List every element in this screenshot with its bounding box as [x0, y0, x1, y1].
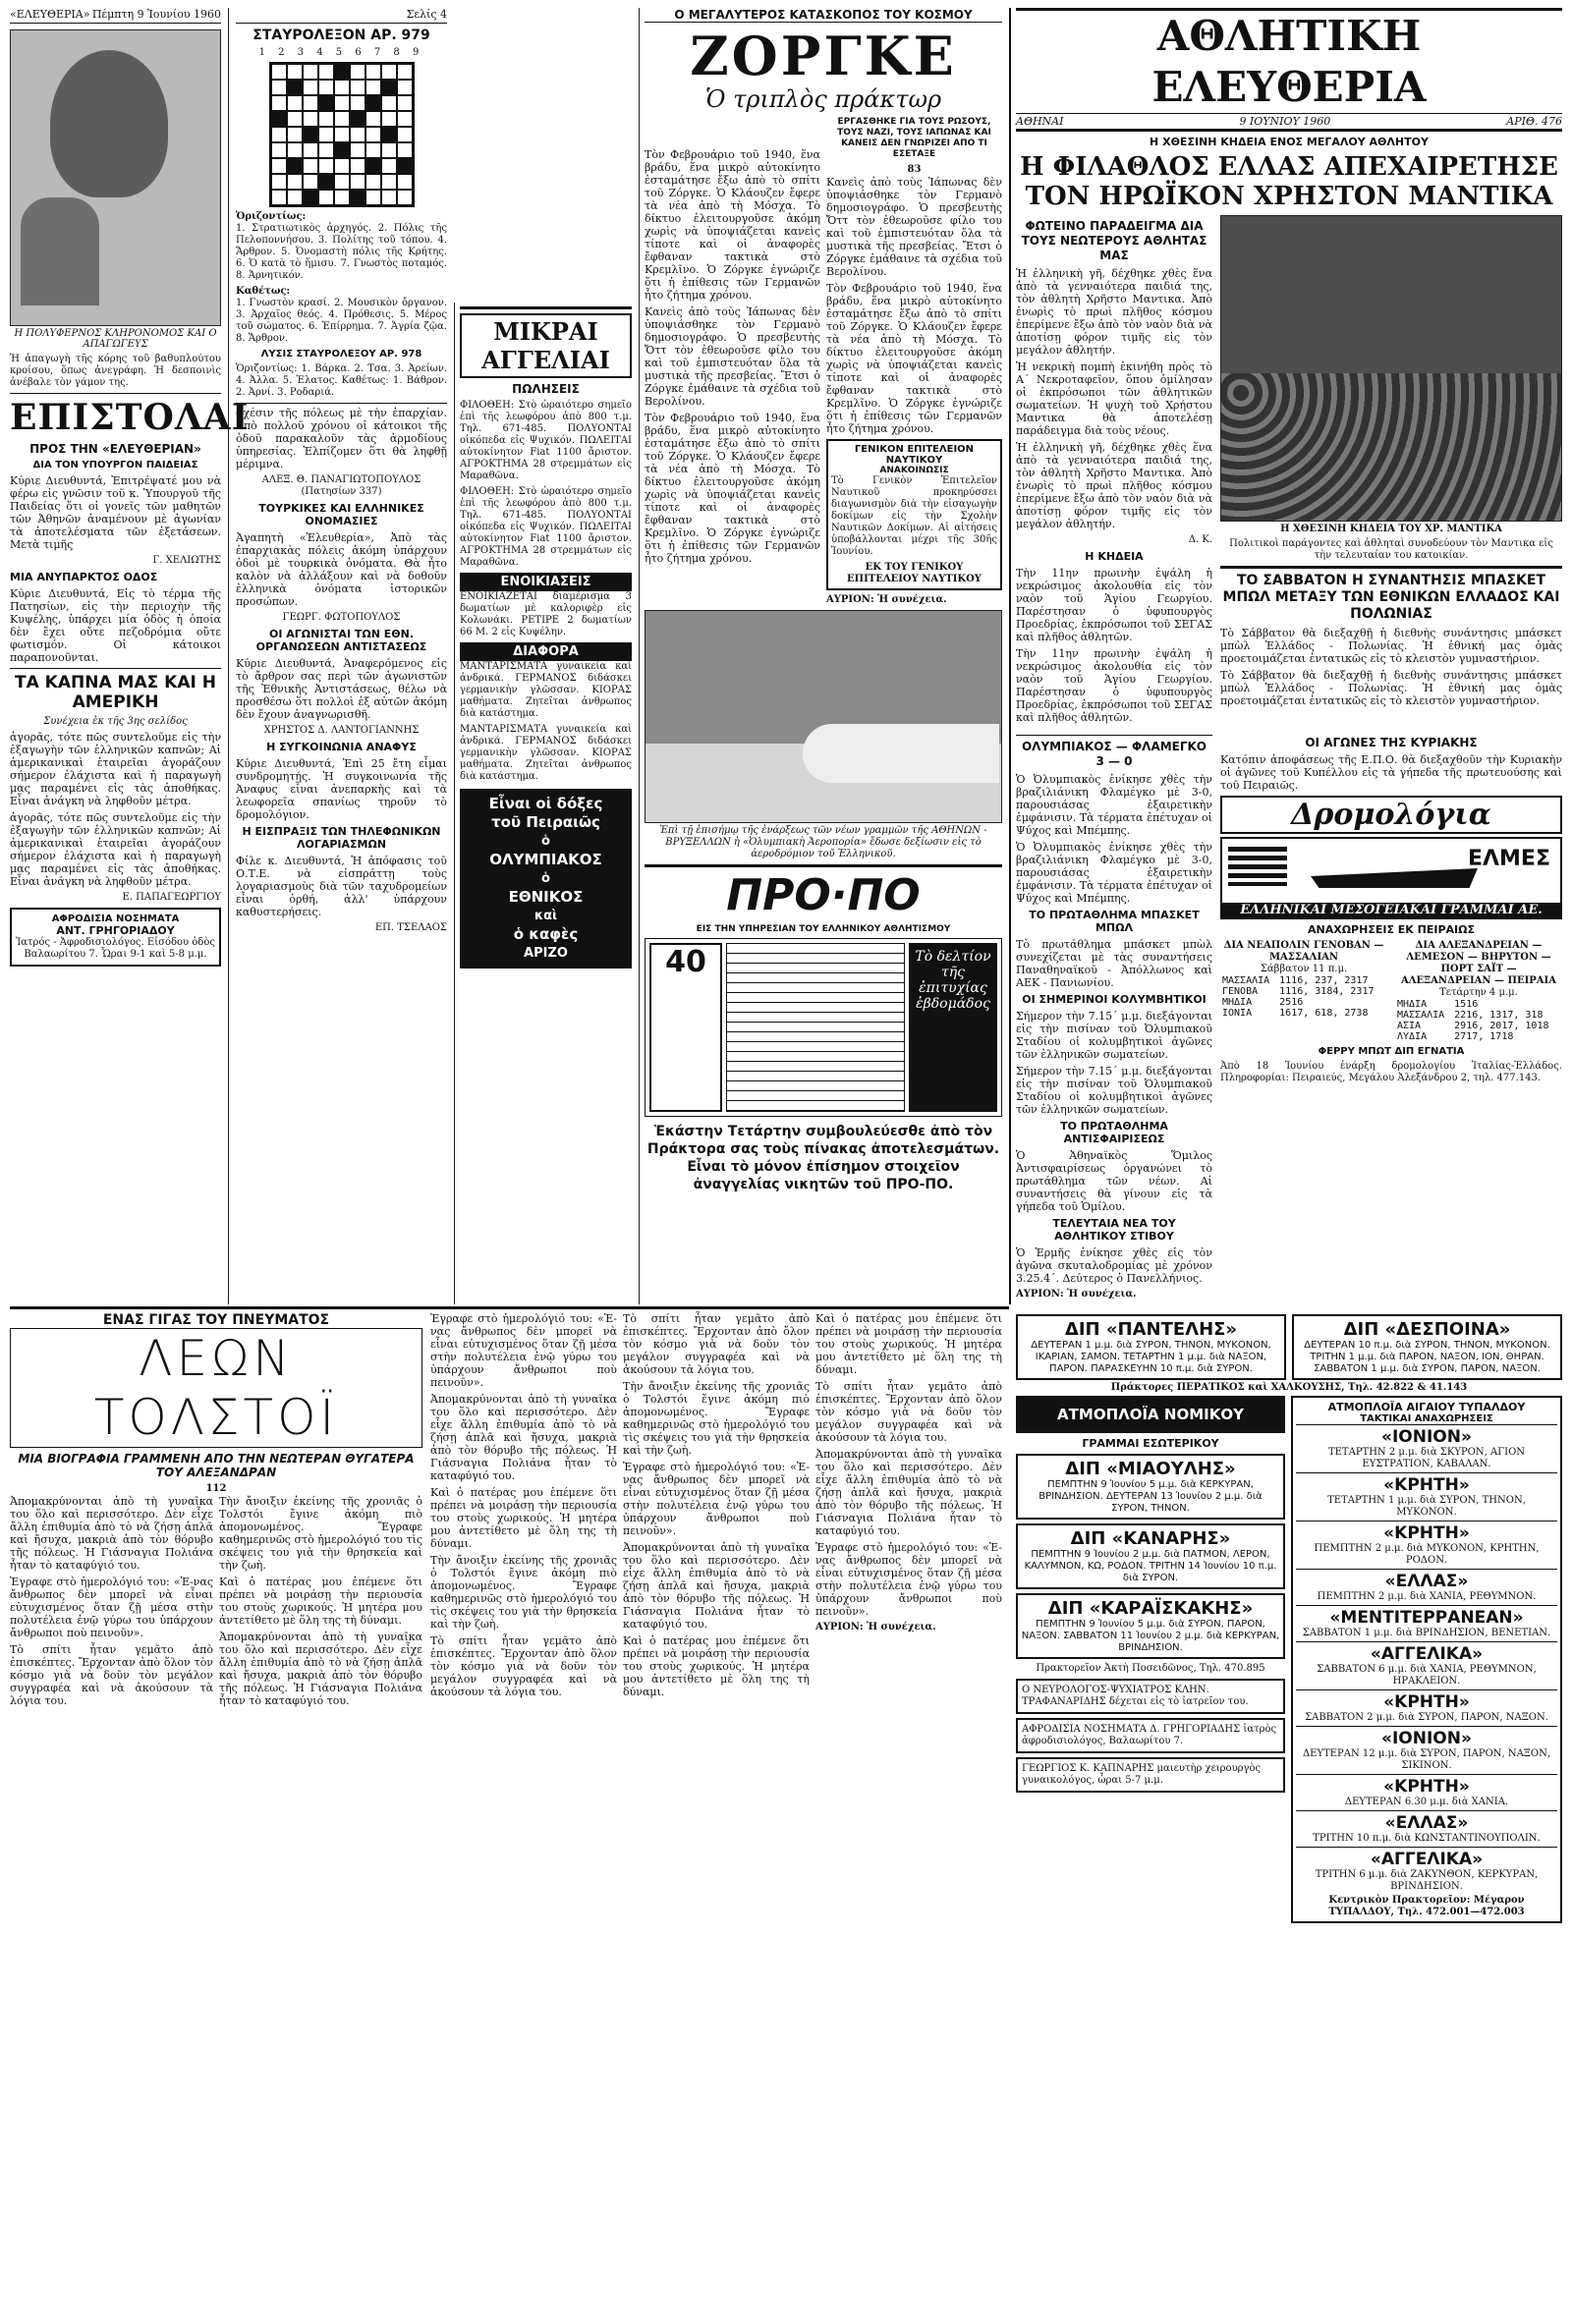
- letter3-text: ἀγορᾶς, τότε πῶς συντελοῦμε εἰς τὴν ἐξαγωγὴν τῶν ἑλληνικῶν καπνῶν; Αἱ ἀμερικανικαὶ ἑταιρεῖαι ἀγοράζουν σήμερον ἐλάχιστα καὶ ἡ παραγωγὴ μας παραμένει εἰς τὰς ἀποθήκας. Εἶναι ἀνάγκη νὰ ληφθοῦν μέτρα.: [10, 731, 221, 807]
- letters-to: ΠΡΟΣ ΤΗΝ «ΕΛΕΥΘΕΡΙΑΝ»: [29, 442, 201, 456]
- ship-schedule: ΤΕΤΑΡΤΗΝ 1 μ.μ. διὰ ΣΥΡΟΝ, ΤΗΝΟΝ, ΜΥΚΟΝΟΝ.: [1327, 1495, 1526, 1518]
- coffee-ad-line: καὶ: [533, 909, 558, 923]
- ship-schedule: ΣΑΒΒΑΤΟΝ 6 μ.μ. διὰ ΧΑΝΙΑ, ΡΕΘΥΜΝΟΝ, ΗΡΑΚΛΕΙΟΝ.: [1317, 1664, 1537, 1687]
- schedule-row: [1395, 1021, 1562, 1031]
- rent-text: ΕΝΟΙΚΙΑΖΕΤΑΙ διαμέρισμα 3 δωματίων μὲ καλοριφὲρ εἰς Κολωνάκι. ΡΕΤΙΡΕ 2 δωματίων 66 Μ. 2 εἰς Κυψέλην.: [460, 591, 632, 637]
- misc-text: ΜΑΝΤΑΡΙΣΜΑΤΑ γυναικεία καὶ ἀνδρικά. ΓΕΡΜΑΝΟΣ διδάσκει γερμανικὴν γλῶσσαν. ΚΙΟΡΑΣ μαθήματα. Ζητεῖται ἀνθρωπος διὰ κατάστημα.: [460, 724, 632, 782]
- letter3-text: ἀγορᾶς, τότε πῶς συντελοῦμε εἰς τὴν ἐξαγωγὴν τῶν ἑλληνικῶν καπνῶν; Αἱ ἀμερικανικαὶ ἑταιρεῖαι ἀγοράζουν σήμερον ἐλάχιστα καὶ ἡ παραγωγὴ μας παραμένει εἰς τὰς ἀποθήκας. Εἶναι ἀνάγκη νὰ ληφθοῦν μέτρα.: [10, 811, 221, 888]
- misc-text: ΜΑΝΤΑΡΙΣΜΑΤΑ γυναικεία καὶ ἀνδρικά. ΓΕΡΜΑΝΟΣ διδάσκει γερμανικὴν γλῶσσαν. ΚΙΟΡΑΣ μαθήματα. Ζητεῖται ἀνθρωπος διὰ κατάστημα.: [460, 661, 632, 719]
- tolstoy-text: Τὴν ἄνοιξιν ἐκείνης τῆς χρονιᾶς ὁ Τολστόι ἔγινε ἀκόμη πιὸ ἀπομονωμένος. Ἔγραφε καθημερινῶς στὸ ἡμερολόγιό του τὶς σκέψεις του γιὰ τὴν θρησκεία καὶ τὴν ζωὴ.: [623, 1380, 810, 1457]
- topic3-title: Η ΣΥΓΚΟΙΝΩΝΙΑ ΑΝΑΦΥΣ: [266, 741, 417, 753]
- match-title: ΟΛΥΜΠΙΑΚΟΣ — ΦΛΑΜΕΓΚΟ 3 — 0: [1021, 740, 1207, 768]
- navy-notice-text: Τὸ Γενικὸν Ἐπιτελεῖον Ναυτικοῦ προκηρύσσει διαγωνισμὸν διὰ τὴν εἰσαγωγὴν δοκίμων εἰς τὴν Σχολὴν Ναυτικῶν Δοκίμων. Αἱ αἰτήσεις ὑποβάλλονται μέχρι τῆς 30ῆς Ἰουνίου.: [831, 475, 997, 557]
- tolstoy-text: Ἐγραφε στὸ ἡμερολόγιό του: «Ἐ-νας ἄνθρωπος δὲν μπορεῖ νὰ εἶναι εὐτυχισμένος ὅταν ζῇ μέσα στὴν πολυτέλεια ἐνῷ γύρω του ὑπάρχουν ἄνθρωποι ποὺ πεινοῦν».: [430, 1312, 617, 1389]
- navy-notice: [826, 439, 1002, 590]
- route1-table: [1220, 975, 1387, 1019]
- sports-body-sign: Δ. Κ.: [1188, 534, 1212, 545]
- tolstoy-text: Ἐγραφε στὸ ἡμερολόγιό του: «Ἐ-νας ἄνθρωπος δὲν μπορεῖ νὰ εἶναι εὐτυχισμένος ὅταν ζῇ μέσα στὴν πολυτέλεια ἐνῷ γύρω του ὑπάρχουν ἄνθρωποι ποὺ πεινοῦν».: [815, 1541, 1002, 1618]
- airline-caption: Ἐπὶ τῇ ἐπισήμῳ τῆς ἐνάρξεως τῶν νέων γραμμῶν τῆς ΑΘΗΝΩΝ - ΒΡΥΞΕΛΛΩΝ ἡ «Ὀλυμπιακὴ Ἀεροπορία» ἔδωσε δεξίωσιν εἰς τὸ ἀεροδρόμιον τοῦ Ἑλληνικοῦ.: [659, 825, 987, 859]
- down-clues: 1. Γνωστὸν κρασί. 2. Μουσικὸν ὄργανον. 3. Ἀρχαῖος θεός. 4. Πρόθεσις. 5. Μέρος τοῦ σώματος. 6. Ἐπίρρημα. 7. Ἀγρία ζῷα. 8. Ἄρθρον.: [236, 298, 447, 344]
- sports-issue: ΑΡΙΘ. 476: [1506, 115, 1562, 128]
- doctor3-ad: ΓΕΩΡΓΙΟΣ Κ. ΚΑΠΝΑΡΗΣ μαιευτὴρ χειρουργὸς γυναικολόγος, ὧραι 5-7 μ.μ.: [1016, 1757, 1285, 1793]
- schedule-port: ΜΑΣΣΑΛΙΑ: [1222, 975, 1270, 986]
- tolstoy-text: Καὶ ὁ πατέρας μου ἐπέμενε ὅτι πρέπει νὰ μοιράσῃ τὴν περιουσία του στοὺς χωρικούς. Ἡ μητέρα μου ἀντετίθετο μὲ ὅλη της τὴ δύναμι.: [815, 1312, 1002, 1376]
- nomikou-agent: Πρακτορεῖον Ἀκτὴ Ποσειδῶνος, Τηλ. 470.895: [1036, 1663, 1265, 1674]
- tolstoy-text: Τὸ σπίτι ἦταν γεμᾶτο ἀπὸ ἐπισκέπτες. Ἔρχονταν ἀπὸ ὅλον τὸν κόσμο γιὰ νὰ δοῦν τὸν μεγάλον συγγραφέα καὶ νὰ ἀκούσουν τὰ λόγια του.: [10, 1643, 213, 1707]
- topic1-text: Ἀγαπητὴ «Ἐλευθερία», Ἀπὸ τὰς ἐπαρχιακὰς πόλεις ἀκόμη ὑπάρχουν ὁδοὶ μὲ τουρκικὰ ὀνόματα. Θὰ ἦτο καλὸν νὰ ἀλλάξουν καὶ νὰ δοθοῦν ἑλληνικὰ ὀνόματα ἱστορικῶν προσώπων.: [236, 531, 447, 608]
- series-title: ΖΟΡΓΚΕ: [690, 25, 957, 87]
- kanaris-text: ΠΕΜΠΤΗΝ 9 Ἰουνίου 2 μ.μ. διὰ ΠΑΤΜΟΝ, ΛΕΡΟΝ, ΚΑΛΥΜΝΟΝ, ΚΩ, ΡΟΔΟΝ. ΤΡΙΤΗΝ 14 Ἰουνίου 10 π.μ. διὰ ΣΥΡΟΝ.: [1024, 1549, 1277, 1583]
- tolstoy-kicker: ΕΝΑΣ ΓΙΓΑΣ ΤΟΥ ΠΝΕΥΜΑΤΟΣ: [102, 1312, 330, 1328]
- typaldou-title: ΑΤΜΟΠΛΟΪΑ ΑΙΓΑΙΟΥ ΤΥΠΑΛΔΟΥ: [1327, 1401, 1526, 1413]
- elmes-logo: ΕΛΜΕΣ: [1467, 847, 1550, 871]
- sports-lead: Ἡ ἑλληνικὴ γῆ, δέχθηκε χθὲς ἕνα ἀπὸ τὰ γενναιότερα παιδιά της, τὸν ἀθλητὴ Χρῆστο Μαντικα. Ἀπὸ ἐνωρὶς τὸ πρωὶ πλῆθος κόσμου ἐπερίμενε ἔξω ἀπὸ τὸν ναὸν διὰ νὰ ἀποτίσῃ φόρον τιμῆς εἰς τὸν μεγάλον ἀθλητήν.: [1016, 441, 1212, 530]
- nomikou-sub: ΓΡΑΜΜΑΙ ΕΣΩΤΕΡΙΚΟΥ: [1082, 1437, 1219, 1450]
- pantelis-text: ΔΕΥΤΕΡΑΝ 1 μ.μ. διὰ ΣΥΡΟΝ, ΤΗΝΟΝ, ΜΥΚΟΝΟΝ, ΙΚΑΡΙΑΝ, ΣΑΜΟΝ. ΤΕΤΑΡΤΗΝ 1 μ.μ. διὰ ΝΑΞΟΝ, ΠΑΡΟΝ. ΠΑΡΑΣΚΕΥΗΝ 10 π.μ. διὰ ΣΥΡΟΝ.: [1031, 1340, 1271, 1374]
- rent-header: ΕΝΟΙΚΙΑΣΕΙΣ: [460, 573, 632, 591]
- pantelis-name: ΔΙΠ «ΠΑΝΤΕΛΗΣ»: [1064, 1319, 1238, 1340]
- topic3-text: Κύριε Διευθυντά, Ἐπὶ 25 ἔτη εἶμαι συνδρομητής. Ἡ συγκοινωνία τῆς Ἀναφυς εἶναι ἀνεπαρκὴς καὶ τὰ λεωφορεῖα σπανίως τηροῦν τὸ δρομολόγιον.: [236, 757, 447, 821]
- sports-left: [1016, 215, 1212, 728]
- ships-list: [1296, 1424, 1557, 1895]
- tolstoy-text: Ἐγραφε στὸ ἡμερολόγιό του: «Ἐ-νας ἄνθρωπος δὲν μπορεῖ νὰ εἶναι εὐτυχισμένος ὅταν ζῇ μέσα στὴν πολυτέλεια ἐνῷ γύρω του ὑπάρχουν ἄνθρωποι ποὺ πεινοῦν».: [10, 1576, 213, 1639]
- nomikou-logo: ΑΤΜΟΠΛΟΪΑ ΝΟΜΙΚΟΥ: [1016, 1396, 1285, 1433]
- propo-table: [726, 943, 905, 1112]
- nomikou-ads: [1016, 1396, 1285, 1923]
- airline-photo: [645, 610, 1002, 823]
- sports-headline: Η ΦΙΛΑΘΛΟΣ ΕΛΛΑΣ ΑΠΕΧΑΙΡΕΤΗΣΕ ΤΟΝ ΗΡΩΪΚΟΝ ΧΡΗΣΤΟΝ ΜΑΝΤΙΚΑ: [1020, 152, 1558, 211]
- sports-section: [1016, 8, 1562, 1304]
- sales-header: ΠΩΛΗΣΕΙΣ: [512, 382, 580, 396]
- masthead-date: Πέμπτη 9 Ἰουνίου 1960: [91, 8, 221, 21]
- ship-icon: [1311, 868, 1478, 888]
- tolstoy-text: Ἀπομακρύνονται ἀπὸ τὴ γυναῖκα του ὅλο καὶ περισσότερο. Δὲν εἶχε ἄλλη ἐπιθυμία ἀπὸ τὸ νὰ ζήσῃ ἁπλᾶ καὶ ἤσυχα, μακριὰ ἀπὸ τὸν θόρυβο τῆς πόλεως. Ἡ Γιάσναγια Πολιάνα ἦταν τὸ καταφύγιό του.: [623, 1541, 810, 1631]
- tolstoy-title: ΛΕΩΝ ΤΟΛΣΤΟΪ: [10, 1328, 422, 1448]
- schedule-dates: 1516: [1454, 999, 1479, 1010]
- topic2-text: Κύριε Διευθυντά, Ἀναφερόμενος εἰς τὸ ἄρθρον σας περὶ τῶν ἀγωνιστῶν τῆς Ἐθνικῆς Ἀντιστάσεως, θέλω νὰ προσθέσω ὅτι πολλοὶ ἐξ αὐτῶν ἀκόμη δὲν ἔχουν ἀναγνωρισθῆ.: [236, 657, 447, 721]
- newspaper-page: [10, 8, 1562, 2306]
- shipping-ads: [1016, 1314, 1562, 2306]
- across-clues: 1. Στρατιωτικὸς ἀρχηγός. 2. Πόλις τῆς Πελοποννήσου. 3. Πολίτης τοῦ τόπου. 4. Ἄρθρον. 5. Ὀνομαστὴ πόλις τῆς Κρήτης. 6. Ὁ κατὰ τὸ ἥμισυ. 7. Γνωστὸς ποταμός. 8. Ἀρνητικόν.: [236, 223, 447, 281]
- topic1-sign: ΓΕΩΡΓ. ΦΩΤΟΠΟΥΛΟΣ: [282, 612, 401, 623]
- karaiskakis-text: ΠΕΜΠΤΗΝ 9 Ἰουνίου 5 μ.μ. διὰ ΣΥΡΟΝ, ΠΑΡΟΝ, ΝΑΞΟΝ. ΣΑΒΒΑΤΟΝ 11 Ἰουνίου 2 μ.μ. διὰ ΚΕΡΚΥΡΑΝ, ΒΡΙΝΔΗΣΙΟΝ.: [1021, 1619, 1280, 1653]
- karaiskakis-ad: [1016, 1593, 1285, 1659]
- ship-entry: [1296, 1847, 1557, 1895]
- ship-entry: [1296, 1569, 1557, 1605]
- doctor-ad-text: Ἰατρός - Ἀφροδισιολόγος. Εἰσόδου ὁδὸς Βαλαωρίτου 7. Ὧραι 9-1 καὶ 5-8 μ.μ.: [16, 937, 215, 960]
- crowd-shape: [1221, 373, 1561, 521]
- schedule-row: [1220, 1008, 1387, 1019]
- tolstoy-text: Ἐγραφε στὸ ἡμερολόγιό του: «Ἐ-νας ἄνθρωπος δὲν μπορεῖ νὰ εἶναι εὐτυχισμένος ὅταν ζῇ μέσα στὴν πολυτέλεια ἐνῷ γύρω του ὑπάρχουν ἄνθρωποι ποὺ πεινοῦν».: [623, 1461, 810, 1537]
- series-right: [826, 113, 1002, 606]
- schedule-port: ΓΕΝΟΒΑ: [1222, 986, 1259, 997]
- heiress-text: Ἡ ἀπαγωγὴ τῆς κόρης τοῦ βαθυπλούτου κροίσου, ὅπως ἀνεγράφη. Ἡ δεσποινὶς ἀνέβαλε τὸν γάμον της.: [10, 354, 221, 388]
- route1-day: Σάββατον 11 π.μ.: [1260, 964, 1348, 974]
- propo-title: ΠΡΟ·ΠΟ: [726, 870, 921, 920]
- series-text: Τὸν Φεβρουάριο τοῦ 1940, ἕνα βράδυ, ἕνα μικρὸ αὐτοκίνητο ἐσταμάτησε ἔξω ἀπὸ τὸ σπίτι τοῦ Ζόργκε. Ὁ Κλάουζεν ἔφερε τὰ νέα ἀπὸ τὴ Μόσχα. Τὸ δίκτυο ἐλειτουργοῦσε ἀκόμη χωρὶς νὰ ὑποψιάζεται κανεὶς τίποτε καὶ οἱ ἀναφορὲς ἔφθαναν τακτικὰ στὸ Κρεμλῖνο. Ὁ Ζόργκε ἐγνώριζε ὅτι ἡ ἐπίθεσις τῶν Γερμανῶν ἦτο ζήτημα χρόνου.: [645, 148, 820, 302]
- ship-name: «ΚΡΗΤΗ»: [1383, 1523, 1470, 1543]
- tolstoy-text: Τὸ σπίτι ἦταν γεμᾶτο ἀπὸ ἐπισκέπτες. Ἔρχονταν ἀπὸ ὅλον τὸν κόσμο γιὰ νὰ δοῦν τὸν μεγάλον συγγραφέα καὶ νὰ ἀκούσουν τὰ λόγια του.: [430, 1634, 617, 1698]
- ship-entry: [1296, 1726, 1557, 1774]
- sports-dateline: [1016, 113, 1562, 132]
- schedule-row: [1395, 1010, 1562, 1021]
- schedule-dates: 1617, 618, 2738: [1279, 1008, 1369, 1019]
- misc-header: ΔΙΑΦΟΡΑ: [460, 642, 632, 661]
- dromologia-banner: Δρομολόγια: [1220, 796, 1562, 834]
- series-left: [645, 113, 820, 606]
- sales-text: ΦΙΛΟΘΕΗ: Στὸ ὡραιότερο σημεῖο ἐπὶ τῆς λεωφόρου ἀπὸ 800 τ.μ. Τηλ. 671-485. ΠΟΛΥΟΝΤΑΙ οἰκόπεδα εἰς Ψυχικόν. ΠΩΛΕΙΤΑΙ αὐτοκίνητον Fiat 1100 ἄριστον. ΑΓΡΟΚΤΗΜΑ 28 στρεμμάτων εἰς Μαραθῶνα.: [460, 400, 632, 481]
- series-subtitle: Ὁ τριπλὸς πράκτωρ: [704, 85, 942, 113]
- route1: [1220, 940, 1387, 1042]
- ship-name: «ΙΟΝΙΟΝ»: [1381, 1427, 1472, 1447]
- propo-coupon: [645, 938, 1002, 1117]
- portrait-shape: [50, 50, 168, 197]
- letters-title: ΕΠΙΣΤΟΛΑΙ: [10, 397, 250, 438]
- coffee-ad-lines: [462, 795, 630, 963]
- schedule-port: ΜΗΔΙΑ: [1222, 997, 1253, 1008]
- doctor1-ad: Ο ΝΕΥΡΟΛΟΓΟΣ-ΨΥΧΙΑΤΡΟΣ ΚΛΗΝ. ΤΡΑΦΑΝΑΡΙΔΗΣ δέχεται εἰς τὸ ἰατρεῖον του.: [1016, 1679, 1285, 1714]
- tolstoy-text: Ἀπομακρύνονται ἀπὸ τὴ γυναῖκα του ὅλο καὶ περισσότερο. Δὲν εἶχε ἄλλη ἐπιθυμία ἀπὸ τὸ νὰ ζήσῃ ἁπλᾶ καὶ ἤσυχα, μακριὰ ἀπὸ τὸν θόρυβο τῆς πόλεως. Ἡ Γιάσναγια Πολιάνα ἦταν τὸ καταφύγιό του.: [219, 1631, 422, 1707]
- champ-title: ΤΟ ΠΡΩΤΑΘΛΗΜΑ ΜΠΑΣΚΕΤ ΜΠΩΛ: [1029, 909, 1200, 934]
- crossword-grid[interactable]: [269, 62, 415, 207]
- sunday-title: ΟΙ ΑΓΩΝΕΣ ΤΗΣ ΚΥΡΙΑΚΗΣ: [1305, 736, 1478, 749]
- column-3: [460, 303, 632, 1304]
- heiress-photo: [10, 29, 221, 326]
- ferry-text: Ἀπὸ 18 Ἰουνίου ἐνάρξη δρομολογίου Ἰταλίας-Ἑλλάδος. Πληροφορίαι: Πειραιεύς, Μεγάλου Ἀλεξάνδρου 2, τηλ. 477.143.: [1220, 1061, 1562, 1083]
- sunday-text: Κατόπιν ἀποφάσεως τῆς Ε.Π.Ο. θὰ διεξαχθοῦν τὴν Κυριακὴν οἱ ἀγῶνες τοῦ Κυπέλλου εἰς τὰ γήπεδα τῆς πρωτευούσης καὶ τοῦ Πειραιῶς.: [1220, 753, 1562, 792]
- sports-body: Ἡ νεκρικὴ πομπὴ ἐκινήθη πρὸς τὸ Α΄ Νεκροταφεῖον, ὅπου ὁμίλησαν οἱ ἐκπρόσωποι τῶν ἀθλητικῶν σωματείων. Ἡ ψυχὴ τοῦ Χρήστου Μαντικα θὰ ἀποτελέσῃ παράδειγμα διὰ τοὺς νέους.: [1016, 360, 1212, 437]
- letter1-title: ΔΙΑ ΤΟΝ ΥΠΟΥΡΓΟΝ ΠΑΙΔΕΙΑΣ: [32, 460, 198, 470]
- funeral-photo-text: Πολιτικοὶ παράγοντες καὶ ἀθληταὶ συνοδεύουν τὸν Μαντικα εἰς τὴν τελευταίαν του κατοικίαν.: [1229, 538, 1553, 561]
- sales-text: ΦΙΛΟΘΕΗ: Στὸ ὡραιότερο σημεῖο ἐπὶ τῆς λεωφόρου ἀπὸ 800 τ.μ. Τηλ. 671-485. ΠΟΛΥΟΝΤΑΙ οἰκόπεδα εἰς Ψυχικόν. ΠΩΛΕΙΤΑΙ αὐτοκίνητον Fiat 1100 ἄριστον. ΑΓΡΟΚΤΗΜΑ 28 στρεμμάτων εἰς Μαραθῶνα.: [460, 486, 632, 568]
- series-text: Κανεὶς ἀπὸ τοὺς Ἰάπωνας δὲν ὑποψιάσθηκε τὸν Γερμανὸ δημοσιογράφο. Ὁ πρεσβευτὴς Ὄττ τὸν ἐθεωροῦσε φίλο του καὶ τοῦ ἐμπιστευόταν ὅλα τὰ μυστικὰ τῆς πρεσβείας. Ἔτσι ὁ Ζόργκε ἐμάθαινε τὰ σχέδια τοῦ Βερολίνου.: [645, 305, 820, 408]
- typaldou-ads: [1291, 1396, 1562, 1923]
- ship-entry: [1296, 1810, 1557, 1847]
- funeral-text: Τὴν 11ην πρωινὴν ἐψάλη ἡ νεκρώσιμος ἀκολουθία εἰς τὸν ναὸν τοῦ Ἁγίου Γεωργίου. Παρέστησαν ὁ ὑφυπουργὸς Προεδρίας, ἐκπρόσωποι τοῦ ΣΕΓΑΣ καὶ πλῆθος ἀθλητῶν.: [1016, 647, 1212, 724]
- series-desc: ΕΡΓΑΣΘΗΚΕ ΓΙΑ ΤΟΥΣ ΡΩΣΟΥΣ, ΤΟΥΣ ΝΑΖΙ, ΤΟΥΣ ΙΑΠΩΝΑΣ ΚΑΙ ΚΑΝΕΙΣ ΔΕΝ ΓΝΩΡΙΖΕΙ ΑΠΟ ΤΙ ΕΣΕΤΑΞΕ: [837, 117, 991, 159]
- propo-slogan: Τὸ δελτίον τῆς ἐπιτυχίας ἑβδομάδος: [909, 943, 997, 1112]
- funeral-text: Τὴν 11ην πρωινὴν ἐψάλη ἡ νεκρώσιμος ἀκολουθία εἰς τὸν ναὸν τοῦ Ἁγίου Γεωργίου. Παρέστησαν ὁ ὑφυπουργὸς Προεδρίας, ἐκπρόσωποι τοῦ ΣΕΓΑΣ καὶ πλῆθος ἀθλητῶν.: [1016, 567, 1212, 643]
- sports-right: [1220, 215, 1562, 728]
- swim-text: Σήμερον τὴν 7.15΄ μ.μ. διεξάγονται εἰς τὴν πισίναν τοῦ Ὀλυμπιακοῦ Σταδίου οἱ κολυμβητικοὶ ἀγῶνες τῶν ἑλληνικῶν σωματείων.: [1016, 1010, 1212, 1061]
- tolstoy-head: [10, 1312, 422, 1711]
- schedule-port: ΜΑΣΣΑΛΙΑ: [1397, 1010, 1445, 1021]
- ship-entry: [1296, 1605, 1557, 1641]
- sports-continued: ΑΥΡΙΟΝ: Ἡ συνέχεια.: [1016, 1289, 1137, 1300]
- letter1-sign: Γ. ΧΕΛΙΩΤΗΣ: [152, 555, 221, 566]
- tolstoy-columns: [430, 1312, 1002, 1711]
- tolstoy-rule: [10, 1306, 1009, 1309]
- ship-entry: [1296, 1689, 1557, 1726]
- solution-title: ΛΥΣΙΣ ΣΤΑΥΡΟΛΕΞΟΥ ΑΡ. 978: [260, 349, 422, 360]
- ship-schedule: ΤΡΙΤΗΝ 10 π.μ. διὰ ΚΩΝΣΤΑΝΤΙΝΟΥΠΟΛΙΝ.: [1313, 1833, 1541, 1844]
- tolstoy-text: Τὴν ἄνοιξιν ἐκείνης τῆς χρονιᾶς ὁ Τολστόι ἔγινε ἀκόμη πιὸ ἀπομονωμένος. Ἔγραφε καθημερινῶς στὸ ἡμερολόγιό του τὶς σκέψεις του γιὰ τὴν θρησκεία καὶ τὴν ζωὴ.: [430, 1554, 617, 1631]
- portrait-shape: [21, 197, 99, 305]
- miaoulis-ad: [1016, 1454, 1285, 1520]
- down-title: Καθέτως:: [236, 286, 291, 297]
- swim-title: ΟΙ ΣΗΜΕΡΙΝΟΙ ΚΟΛΥΜΒΗΤΙΚΟΙ: [1022, 993, 1207, 1006]
- sports-kicker: Η ΧΘΕΣΙΝΗ ΚΗΔΕΙΑ ΕΝΟΣ ΜΕΓΑΛΟΥ ΑΘΛΗΤΟΥ: [1150, 136, 1429, 148]
- tolstoy-number: 112: [205, 1483, 227, 1494]
- doctor-ad-title: ΑΦΡΟΔΙΣΙΑ ΝΟΣΗΜΑΤΑ: [51, 913, 180, 924]
- schedule-dates: 2717, 1718: [1454, 1031, 1514, 1042]
- ship-name: «ΑΓΓΕΛΙΚΑ»: [1370, 1644, 1484, 1664]
- letter2-text: Κύριε Διευθυντά, Εἰς τὸ τέρμα τῆς Πατησίων, εἰς τὴν περιοχὴν τῆς Κυψέλης, ὑπάρχει μία ὁδὸς ἡ ὁποία δὲν ἔχει οὔτε πεζοδρόμια οὔτε φωτισμόν. Οἱ κάτοικοι παραπονοῦνται.: [10, 587, 221, 664]
- letter2-title: ΜΙΑ ΑΝΥΠΑΡΚΤΟΣ ΟΔΟΣ: [10, 571, 158, 583]
- series-continued: ΑΥΡΙΟΝ: Ἡ συνέχεια.: [826, 594, 947, 605]
- crossword-title: ΣΤΑΥΡΟΛΕΞΟΝ ΑΡ. 979: [253, 28, 430, 43]
- sports-city: ΑΘΗΝΑΙ: [1016, 115, 1064, 128]
- airplane-shape: [803, 724, 999, 783]
- funeral-photo: [1220, 215, 1562, 522]
- ship-name: «ΚΡΗΤΗ»: [1383, 1692, 1470, 1712]
- ath-title: ΤΟ ΠΡΩΤΑΘΛΗΜΑ ΑΝΤΙΣΦΑΙΡΙΣΕΩΣ: [1060, 1120, 1168, 1145]
- schedule-dates: 1116, 237, 2317: [1279, 975, 1369, 986]
- letter1-text: Κύριε Διευθυντά, Ἐπιτρέψατέ μου νὰ φέρω εἰς γνῶσιν τοῦ κ. Ὑπουργοῦ τῆς Παιδείας ὅτι οἱ γονεῖς τῶν μαθητῶν τῶν Ἀθηνῶν ἀναμένουν μὲ ἀγωνίαν τὰ ἀποτελέσματα τῶν ἐξετάσεων. Μετὰ τιμῆς: [10, 474, 221, 551]
- funeral-title: Η ΚΗΔΕΙΑ: [1085, 550, 1144, 563]
- basket-text: Τὸ Σάββατον θὰ διεξαχθῇ ἡ διεθνὴς συνάντησις μπάσκετ μπὼλ Ἑλλάδος - Πολωνίας. Ἡ ἐθνική μας ὁμὰς προετοιμάζεται ἐντατικῶς εἰς τὸ κλειστὸν γυμναστήριον.: [1220, 669, 1562, 707]
- sports-lower-left: [1016, 732, 1212, 1300]
- ship-entry: [1296, 1774, 1557, 1810]
- letter3-title: ΤΑ ΚΑΠΝΑ ΜΑΣ ΚΑΙ Η ΑΜΕΡΙΚΗ: [15, 673, 216, 712]
- letter3-sub: Συνέχεια ἐκ τῆς 3ης σελίδος: [43, 716, 188, 727]
- schedule-port: ΙΟΝΙΑ: [1222, 1008, 1253, 1019]
- flag-icon: [1228, 847, 1287, 886]
- doctor-ad: [10, 908, 221, 967]
- topic4-text: Φίλε κ. Διευθυντά, Ἡ ἀπόφασις τοῦ Ο.Τ.Ε. νὰ εἰσπράττῃ τοὺς λογαριασμοὺς διὰ τῶν ταχυδρομείων εἶναι ὀρθή, ἀλλ' ὑπάρχουν καθυστερήσεις.: [236, 855, 447, 918]
- miaoulis-text: ΠΕΜΠΤΗΝ 9 Ἰουνίου 5 μ.μ. διὰ ΚΕΡΚΥΡΑΝ, ΒΡΙΝΔΗΣΙΟΝ. ΔΕΥΤΕΡΑΝ 13 Ἰουνίου 2 μ.μ. διὰ ΣΥΡΟΝ, ΤΗΝΟΝ.: [1039, 1479, 1263, 1514]
- coffee-ad: [460, 789, 632, 968]
- ship-name: «ΕΛΛΑΣ»: [1384, 1572, 1469, 1591]
- kanaris-ad: [1016, 1523, 1285, 1589]
- ferry-title: ΦΕΡΡΥ ΜΠΩΤ ΔΙΠ ΕΓΝΑΤΙΑ: [1318, 1046, 1465, 1057]
- route2-day: Τετάρτην 4 μ.μ.: [1439, 987, 1518, 998]
- departures-title: ΑΝΑΧΩΡΗΣΕΙΣ ΕΚ ΠΕΙΡΑΙΩΣ: [1307, 923, 1475, 936]
- coffee-ad-line: ὁ: [541, 871, 550, 886]
- heiress-caption: Η ΠΟΛΥΦΕΡΝΟΣ ΚΛΗΡΟΝΟΜΟΣ ΚΑΙ Ο ΑΠΑΓΩΓΕΥΣ: [14, 328, 217, 350]
- schedule-row: [1395, 1031, 1562, 1042]
- coffee-ad-line: ΑΡΙΖΟ: [524, 946, 568, 961]
- route2-title: ΔΙΑ ΑΛΕΞΑΝΔΡΕΙΑΝ — ΛΕΜΕΣΟΝ — ΒΗΡΥΤΟΝ — ΠΟΡΤ ΣΑΪΤ — ΑΛΕΞΑΝΔΡΕΙΑΝ — ΠΕΙΡΑΙΑ: [1401, 940, 1556, 986]
- schedule-dates: 2516: [1279, 997, 1304, 1008]
- ship-name: «ΙΟΝΙΟΝ»: [1381, 1729, 1472, 1748]
- despoina-ad: [1292, 1314, 1562, 1380]
- letter-continued: σχέσιν τῆς πόλεως μὲ τὴν ἐπαρχίαν. Ἀπὸ πολλοῦ χρόνου οἱ κάτοικοι τῆς ὁδοῦ παρακαλοῦν τὰς ἀρμοδίους ὑπηρεσίας. Ἐλπίζομεν ὅτι θὰ ληφθῇ μέριμνα.: [236, 407, 447, 470]
- propo-footer: Ἑκάστην Τετάρτην συμβουλεύεσθε ἀπὸ τὸν Πράκτορα σας τοὺς πίνακας ἀποτελεσμάτων. Εἶναι τὸ μόνον ἐπίσημον στοιχεῖον ἀναγγελίας νικητῶν τοῦ ΠΡΟ-ΠΟ.: [646, 1124, 1000, 1192]
- propo-sub: ΕΙΣ ΤΗΝ ΥΠΗΡΕΣΙΑΝ ΤΟΥ ΕΛΛΗΝΙΚΟΥ ΑΘΛΗΤΙΣΜΟΥ: [696, 924, 951, 934]
- coffee-ad-line: ΟΛΥΜΠΙΑΚΟΣ: [489, 851, 602, 868]
- letter3-sign: Ε. ΠΑΠΑΓΕΩΡΓΙΟΥ: [122, 892, 221, 903]
- ship-schedule: ΠΕΜΠΤΗΝ 2 μ.μ. διὰ ΜΥΚΟΝΟΝ, ΚΡΗΤΗΝ, ΡΟΔΟΝ.: [1314, 1543, 1540, 1566]
- schedule-port: ΛΥΔΙΑ: [1397, 1031, 1428, 1042]
- coffee-ad-line: ὁ: [541, 834, 550, 849]
- schedule-row: [1395, 999, 1562, 1010]
- tolstoy-text: Ἀπομακρύνονται ἀπὸ τὴ γυναῖκα του ὅλο καὶ περισσότερο. Δὲν εἶχε ἄλλη ἐπιθυμία ἀπὸ τὸ νὰ ζήσῃ ἁπλᾶ καὶ ἤσυχα, μακριὰ ἀπὸ τὸν θόρυβο τῆς πόλεως. Ἡ Γιάσναγια Πολιάνα ἦταν τὸ καταφύγιό του.: [815, 1448, 1002, 1537]
- navy-notice-sub: ΑΝΑΚΟΙΝΩΣΙΣ: [879, 466, 949, 475]
- route2-table: [1395, 999, 1562, 1042]
- coffee-ad-line: ὁ καφὲς: [513, 925, 579, 943]
- sports-lead: Ἡ ἑλληνικὴ γῆ, δέχθηκε χθὲς ἕνα ἀπὸ τὰ γενναιότερα παιδιά της, τὸν ἀθλητὴ Χρῆστο Μαντικα. Ἀπὸ ἐνωρὶς τὸ πρωὶ πλῆθος κόσμου ἐπερίμενε ἔξω ἀπὸ τὸν ναὸν διὰ νὰ ἀποτίσῃ φόρον τιμῆς εἰς τὸν μεγάλον ἀθλητήν.: [1016, 267, 1212, 357]
- series-text: Κανεὶς ἀπὸ τοὺς Ἰάπωνας δὲν ὑποψιάσθηκε τὸν Γερμανὸ δημοσιογράφο. Ὁ πρεσβευτὴς Ὄττ τὸν ἐθεωροῦσε φίλο του καὶ τοῦ ἐμπιστευόταν ὅλα τὰ μυστικὰ τῆς πρεσβείας. Ἔτσι ὁ Ζόργκε ἐμάθαινε τὰ σχέδια τοῦ Βερολίνου.: [826, 176, 1002, 278]
- ath-text: Ὁ Ἀθηναϊκὸς Ὅμιλος Ἀντισφαιρίσεως ὀργανώνει τὸ πρωτάθλημα τῶν νέων. Αἱ συναντήσεις θὰ γίνουν εἰς τὰ γήπεδα τοῦ Ὁμίλου.: [1016, 1149, 1212, 1213]
- topic2-sign: ΧΡΗΣΤΟΣ Δ. ΛΑΝΤΟΓΙΑΝΝΗΣ: [263, 725, 420, 736]
- navy-notice-sign: ΕΚ ΤΟΥ ΓΕΝΙΚΟΥ ΕΠΙΤΕΛΕΙΟΥ ΝΑΥΤΙΚΟΥ: [847, 562, 982, 584]
- tolstoy-sub: ΜΙΑ ΒΙΟΓΡΑΦΙΑ ΓΡΑΜΜΕΝΗ ΑΠΟ ΤΗΝ ΝΕΩΤΕΡΑΝ ΘΥΓΑΤΕΡΑ ΤΟΥ ΑΛΕΞΑΝΔΡΑΝ: [18, 1452, 415, 1479]
- basket-text: Τὸ Σάββατον θὰ διεξαχθῇ ἡ διεθνὴς συνάντησις μπάσκετ μπὼλ Ἑλλάδος - Πολωνίας. Ἡ ἐθνική μας ὁμὰς προετοιμάζεται ἐντατικῶς εἰς τὸ κλειστὸν γυμναστήριον.: [1220, 627, 1562, 665]
- ship-schedule: ΔΕΥΤΕΡΑΝ 12 μ.μ. διὰ ΣΥΡΟΝ, ΠΑΡΟΝ, ΝΑΞΟΝ, ΣΙΚΙΝΟΝ.: [1302, 1748, 1551, 1771]
- ship-schedule: ΠΕΜΠΤΗΝ 2 μ.μ. διὰ ΧΑΝΙΑ, ΡΕΘΥΜΝΟΝ.: [1317, 1591, 1537, 1602]
- elmes-ad: [1220, 837, 1562, 919]
- schedule-dates: 1116, 3184, 2317: [1279, 986, 1375, 997]
- series-number: 83: [907, 164, 922, 175]
- column-4: [645, 8, 1002, 1304]
- schedule-port: ΑΣΙΑ: [1397, 1021, 1422, 1031]
- ship-entry: [1296, 1472, 1557, 1521]
- match-text: Ὁ Ὀλυμπιακὸς ἐνίκησε χθὲς τὴν βραζιλιάνικη Φλαμέγκο μὲ 3-0, παρουσιάσας ἐξαιρετικὴν ἐμφάνισιν. Τὰ τέρματα ἐπέτυχαν οἱ Ψύχος καὶ Μπέμπης.: [1016, 773, 1212, 837]
- elmes-full: ΕΛΛΗΝΙΚΑΙ ΜΕΣΟΓΕΙΑΚΑΙ ΓΡΑΜΜΑΙ ΑΕ.: [1222, 903, 1560, 917]
- basket-title: ΤΟ ΣΑΒΒΑΤΟΝ Η ΣΥΝΑΝΤΗΣΙΣ ΜΠΑΣΚΕΤ ΜΠΩΛ ΜΕΤΑΞΥ ΤΩΝ ΕΘΝΙΚΩΝ ΕΛΛΑΔΟΣ ΚΑΙ ΠΟΛΩΝΙΑΣ: [1222, 573, 1560, 622]
- tolstoy-text: Καὶ ὁ πατέρας μου ἐπέμενε ὅτι πρέπει νὰ μοιράσῃ τὴν περιουσία του στοὺς χωρικούς. Ἡ μητέρα μου ἀντετίθετο μὲ ὅλη της τὴ δύναμι.: [219, 1576, 422, 1627]
- schedule-row: [1220, 975, 1387, 986]
- schedule-dates: 2216, 1317, 318: [1454, 1010, 1544, 1021]
- final-title: ΤΕΛΕΥΤΑΙΑ ΝΕΑ ΤΟΥ ΑΘΛΗΤΙΚΟΥ ΣΤΙΒΟΥ: [1052, 1217, 1176, 1243]
- tolstoy-text: Ἀπομακρύνονται ἀπὸ τὴ γυναῖκα του ὅλο καὶ περισσότερο. Δὲν εἶχε ἄλλη ἐπιθυμία ἀπὸ τὸ νὰ ζήσῃ ἁπλᾶ καὶ ἤσυχα, μακριὰ ἀπὸ τὸν θόρυβο τῆς πόλεως. Ἡ Γιάσναγια Πολιάνα ἦταν τὸ καταφύγιό του.: [10, 1495, 213, 1572]
- series-header: Ο ΜΕΓΑΛΥΤΕΡΟΣ ΚΑΤΑΣΚΟΠΟΣ ΤΟΥ ΚΟΣΜΟΥ: [645, 8, 1002, 23]
- schedule-row: [1220, 997, 1387, 1008]
- route2: [1395, 940, 1562, 1042]
- match-text: Ὁ Ὀλυμπιακὸς ἐνίκησε χθὲς τὴν βραζιλιάνικη Φλαμέγκο μὲ 3-0, παρουσιάσας ἐξαιρετικὴν ἐμφάνισιν. Τὰ τέρματα ἐπέτυχαν οἱ Ψύχος καὶ Μπέμπης.: [1016, 841, 1212, 905]
- topic4-sign: ΕΠ. ΤΣΕΛΑΟΣ: [374, 922, 447, 933]
- champ-text: Τὸ πρωτάθλημα μπάσκετ μπὼλ συνεχίζεται μὲ τὰς συναντήσεις Παναθηναϊκοῦ - Ἀπόλλωνος καὶ ΑΕΚ - Πανιωνίου.: [1016, 938, 1212, 989]
- coffee-ad-line: τοῦ Πειραιῶς: [491, 813, 600, 831]
- across-title: Ὁριζοντίως:: [236, 211, 307, 222]
- masthead-page: Σελίς 4: [236, 8, 447, 24]
- doctor2-ad: ΑΦΡΟΔΙΣΙΑ ΝΟΣΗΜΑΤΑ Δ. ΓΡΗΓΟΡΙΑΔΗΣ ἰατρὸς ἀφροδισιολόγος, Βαλαωρίτου 7.: [1016, 1718, 1285, 1753]
- ship-entry: [1296, 1521, 1557, 1569]
- masthead: [10, 8, 221, 24]
- ship-name: «ΚΡΗΤΗ»: [1383, 1475, 1470, 1495]
- topic2-title: ΟΙ ΑΓΩΝΙΣΤΑΙ ΤΩΝ ΕΘΝ. ΟΡΓΑΝΩΣΕΩΝ ΑΝΤΙΣΤΑΣΕΩΣ: [255, 628, 427, 653]
- agents-line: Πράκτορες ΠΕΡΑΤΙΚΟΣ καὶ ΧΑΛΚΟΥΣΗΣ, Τηλ. 42.822 & 41.143: [1110, 1382, 1468, 1393]
- ship-name: «ΕΛΛΑΣ»: [1384, 1813, 1469, 1833]
- typaldou-sub: ΤΑΚΤΙΚΑΙ ΑΝΑΧΩΡΗΣΕΙΣ: [1360, 1413, 1493, 1424]
- solution-text: Ὁριζοντίως: 1. Βάρκα. 2. Τσα. 3. Ἀρείων. 4. Ἀλλα. 5. Ἐλατος. Καθέτως: 1. Βάθρον. 2. Ἀρνί. 3. Ροδαριά.: [236, 363, 447, 398]
- tolstoy-text: Καὶ ὁ πατέρας μου ἐπέμενε ὅτι πρέπει νὰ μοιράσῃ τὴν περιουσία του στοὺς χωρικούς. Ἡ μητέρα μου ἀντετίθετο μὲ ὅλη της τὴ δύναμι.: [623, 1634, 810, 1698]
- series-text: Τὸν Φεβρουάριο τοῦ 1940, ἕνα βράδυ, ἕνα μικρὸ αὐτοκίνητο ἐσταμάτησε ἔξω ἀπὸ τὸ σπίτι τοῦ Ζόργκε. Ὁ Κλάουζεν ἔφερε τὰ νέα ἀπὸ τὴ Μόσχα. Τὸ δίκτυο ἐλειτουργοῦσε ἀκόμη χωρὶς νὰ ὑποψιάζεται κανεὶς τίποτε καὶ οἱ ἀναφορὲς ἔφθαναν τακτικὰ στὸ Κρεμλῖνο. Ὁ Ζόργκε ἐγνώριζε ὅτι ἡ ἐπίθεσις τῶν Γερμανῶν ἦτο ζήτημα χρόνου.: [645, 412, 820, 565]
- series-text: Τὸν Φεβρουάριο τοῦ 1940, ἕνα βράδυ, ἕνα μικρὸ αὐτοκίνητο ἐσταμάτησε ἔξω ἀπὸ τὸ σπίτι τοῦ Ζόργκε. Ὁ Κλάουζεν ἔφερε τὰ νέα ἀπὸ τὴ Μόσχα. Τὸ δίκτυο ἐλειτουργοῦσε ἀκόμη χωρὶς νὰ ὑποψιάζεται κανεὶς τίποτε καὶ οἱ ἀναφορὲς ἔφθαναν τακτικὰ στὸ Κρεμλῖνο. Ὁ Ζόργκε ἐγνώριζε ὅτι ἡ ἐπίθεσις τῶν Γερμανῶν ἦτο ζήτημα χρόνου.: [826, 282, 1002, 435]
- ship-schedule: ΣΑΒΒΑΤΟΝ 1 μ.μ. διὰ ΒΡΙΝΔΗΣΙΟΝ, ΒΕΝΕΤΙΑΝ.: [1302, 1628, 1551, 1638]
- tolstoy-text: Ἀπομακρύνονται ἀπὸ τὴ γυναῖκα του ὅλο καὶ περισσότερο. Δὲν εἶχε ἄλλη ἐπιθυμία ἀπὸ τὸ νὰ ζήσῃ ἁπλᾶ καὶ ἤσυχα, μακριὰ ἀπὸ τὸν θόρυβο τῆς πόλεως. Ἡ Γιάσναγια Πολιάνα ἦταν τὸ καταφύγιό του.: [430, 1393, 617, 1482]
- schedule-port: ΜΗΔΙΑ: [1397, 999, 1428, 1010]
- swim-text: Σήμερον τὴν 7.15΄ μ.μ. διεξάγονται εἰς τὴν πισίναν τοῦ Ὀλυμπιακοῦ Σταδίου οἱ κολυμβητικοὶ ἀγῶνες τῶν ἑλληνικῶν σωματείων.: [1016, 1065, 1212, 1116]
- sports-title: ΑΘΛΗΤΙΚΗ ΕΛΕΥΘΕΡΙΑ: [1016, 8, 1562, 113]
- despoina-text: ΔΕΥΤΕΡΑΝ 10 π.μ. διὰ ΣΥΡΟΝ, ΤΗΝΟΝ, ΜΥΚΟΝΟΝ. ΤΡΙΤΗΝ 1 μ.μ. διὰ ΠΑΡΟΝ, ΝΑΞΟΝ, ΙΟΝ, ΘΗΡΑΝ. ΣΑΒΒΑΤΟΝ 1 μ.μ. διὰ ΣΥΡΟΝ, ΠΑΡΟΝ, ΝΑΞΟΝ.: [1304, 1340, 1550, 1374]
- ship-entry: [1296, 1641, 1557, 1689]
- ship-schedule: ΤΕΤΑΡΤΗΝ 2 μ.μ. διὰ ΣΚΥΡΟΝ, ΑΓΙΟΝ ΕΥΣΤΡΑΤΙΟΝ, ΚΑΒΑΛΑΝ.: [1327, 1447, 1526, 1469]
- topic1-title: ΤΟΥΡΚΙΚΕΣ ΚΑΙ ΕΛΛΗΝΙΚΕΣ ΟΝΟΜΑΣΙΕΣ: [258, 502, 424, 527]
- column-1: [10, 8, 250, 1304]
- ship-name: «ΜΕΝΤΙΤΕΡΡΑΝΕΑΝ»: [1329, 1608, 1524, 1628]
- despoina-name: ΔΙΠ «ΔΕΣΠΟΙΝΑ»: [1343, 1319, 1511, 1340]
- propo-number: 40: [649, 943, 722, 1112]
- miaoulis-name: ΔΙΠ «ΜΙΑΟΥΛΗΣ»: [1065, 1459, 1236, 1479]
- ship-name: «ΚΡΗΤΗ»: [1383, 1777, 1470, 1797]
- tolstoy-text: Τὸ σπίτι ἦταν γεμᾶτο ἀπὸ ἐπισκέπτες. Ἔρχονταν ἀπὸ ὅλον τὸν κόσμο γιὰ νὰ δοῦν τὸν μεγάλον συγγραφέα καὶ νὰ ἀκούσουν τὰ λόγια του.: [623, 1312, 810, 1376]
- masthead-paper: «ΕΛΕΥΘΕΡΙΑ»: [10, 8, 90, 21]
- tolstoy-continued: ΑΥΡΙΟΝ: Ἡ συνέχεια.: [815, 1622, 936, 1632]
- crossword-numbers: 1 2 3 4 5 6 7 8 9: [258, 47, 424, 58]
- typaldou-agent: Κεντρικὸν Πρακτορεῖον: Μέγαρον ΤΥΠΑΛΔΟΥ, Τηλ. 472.001—472.003: [1328, 1895, 1525, 1917]
- ship-schedule: ΔΕΥΤΕΡΑΝ 6.30 μ.μ. διὰ ΧΑΝΙΑ.: [1344, 1797, 1509, 1807]
- classifieds-title: ΜΙΚΡΑΙ ΑΓΓΕΛΙΑΙ: [460, 313, 632, 378]
- column-2: [236, 8, 447, 1304]
- ship-schedule: ΣΑΒΒΑΤΟΝ 2 μ.μ. διὰ ΣΥΡΟΝ, ΠΑΡΟΝ, ΝΑΞΟΝ.: [1305, 1712, 1548, 1723]
- letter-continued-sign: ΑΛΕΞ. Θ. ΠΑΝΑΓΙΩΤΟΠΟΥΛΟΣ (Πατησίων 337): [261, 474, 421, 497]
- kanaris-name: ΔΙΠ «ΚΑΝΑΡΗΣ»: [1070, 1528, 1231, 1549]
- ship-entry: [1296, 1424, 1557, 1472]
- tolstoy-text: Καὶ ὁ πατέρας μου ἐπέμενε ὅτι πρέπει νὰ μοιράσῃ τὴν περιουσία του στοὺς χωρικούς. Ἡ μητέρα μου ἀντετίθετο μὲ ὅλη της τὴ δύναμι.: [430, 1486, 617, 1550]
- sports-sub: ΦΩΤΕΙΝΟ ΠΑΡΑΔΕΙΓΜΑ ΔΙΑ ΤΟΥΣ ΝΕΩΤΕΡΟΥΣ ΑΘΛΗΤΑΣ ΜΑΣ: [1021, 219, 1207, 262]
- funeral-photo-caption: Η ΧΘΕΣΙΝΗ ΚΗΔΕΙΑ ΤΟΥ ΧΡ. ΜΑΝΤΙΚΑ: [1280, 524, 1502, 534]
- schedule-row: [1220, 986, 1387, 997]
- sports-lower-right: [1220, 732, 1562, 1300]
- route1-title: ΔΙΑ ΝΕΑΠΟΛΙΝ ΓΕΝΟΒΑΝ — ΜΑΣΣΑΛΙΑΝ: [1223, 940, 1384, 963]
- tolstoy-text: Τὴν ἄνοιξιν ἐκείνης τῆς χρονιᾶς ὁ Τολστόι ἔγινε ἀκόμη πιὸ ἀπομονωμένος. Ἔγραφε καθημερινῶς στὸ ἡμερολόγιό του τὶς σκέψεις του γιὰ τὴν θρησκεία καὶ τὴν ζωὴ.: [219, 1495, 422, 1572]
- final-text: Ὁ Ἑρμῆς ἐνίκησε χθὲς εἰς τὸν ἀγῶνα σκυταλοδρομίας μὲ χρόνον 3.25.4΄. Δεύτερος ὁ Πανελλήνιος.: [1016, 1246, 1212, 1285]
- karaiskakis-name: ΔΙΠ «ΚΑΡΑΪΣΚΑΚΗΣ»: [1047, 1598, 1254, 1619]
- navy-notice-title: ΓΕΝΙΚΟΝ ΕΠΙΤΕΛΕΙΟΝ ΝΑΥΤΙΚΟΥ: [854, 444, 975, 466]
- coffee-ad-line: Εἶναι οἱ δόξες: [488, 795, 603, 812]
- schedule-dates: 2916, 2017, 1018: [1454, 1021, 1549, 1031]
- sports-date: 9 ΙΟΥΝΙΟΥ 1960: [1239, 115, 1331, 128]
- ship-name: «ΑΓΓΕΛΙΚΑ»: [1370, 1850, 1484, 1869]
- tolstoy-section: [10, 1312, 1002, 2304]
- coffee-ad-line: ΕΘΝΙΚΟΣ: [508, 888, 584, 906]
- tolstoy-text: Τὸ σπίτι ἦταν γεμᾶτο ἀπὸ ἐπισκέπτες. Ἔρχονταν ἀπὸ ὅλον τὸν κόσμο γιὰ νὰ δοῦν τὸν μεγάλον συγγραφέα καὶ νὰ ἀκούσουν τὰ λόγια του.: [815, 1380, 1002, 1444]
- pantelis-ad: [1016, 1314, 1286, 1380]
- topic4-title: Η ΕΙΣΠΡΑΞΙΣ ΤΩΝ ΤΗΛΕΦΩΝΙΚΩΝ ΛΟΓΑΡΙΑΣΜΩΝ: [242, 825, 441, 851]
- ship-schedule: ΤΡΙΤΗΝ 6 μ.μ. διὰ ΖΑΚΥΝΘΟΝ, ΚΕΡΚΥΡΑΝ, ΒΡΙΝΔΗΣΙΟΝ.: [1315, 1869, 1539, 1892]
- doctor-ad-name: ΑΝΤ. ΓΡΗΓΟΡΙΑΔΟΥ: [56, 924, 175, 937]
